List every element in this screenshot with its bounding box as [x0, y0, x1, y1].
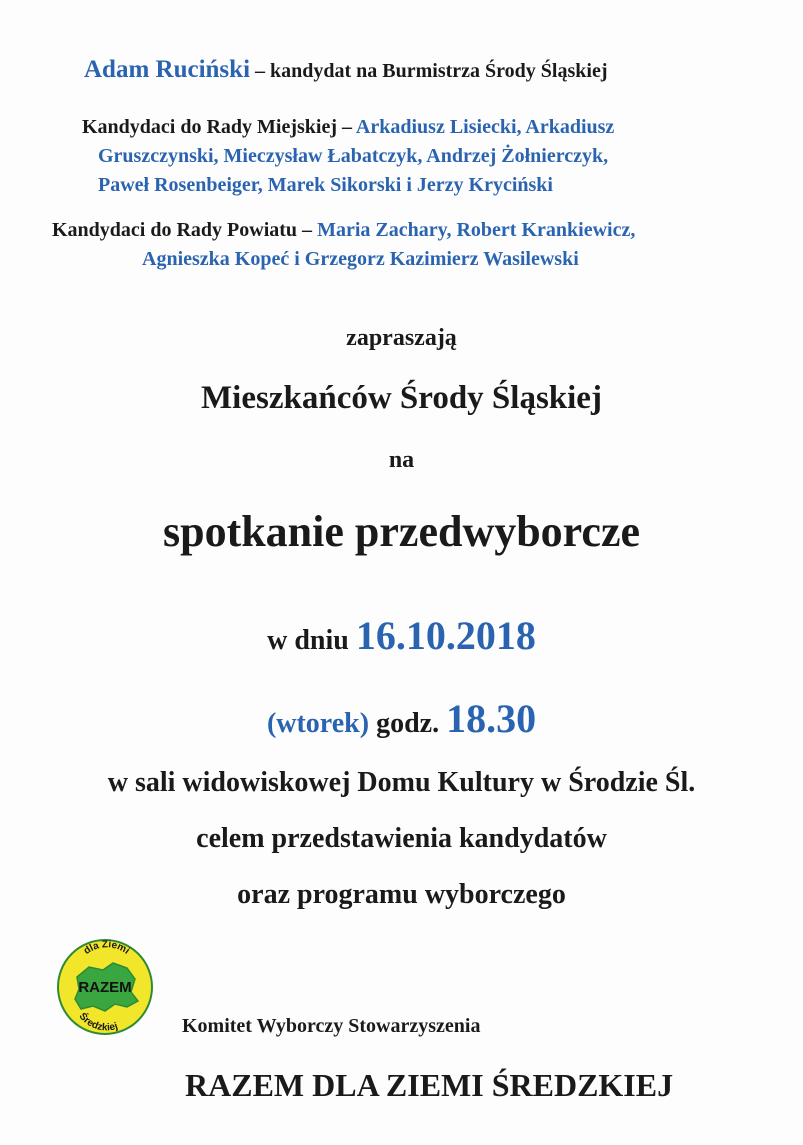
city-council-candidates — [82, 113, 614, 200]
mayor-candidate-role: – kandydat na Burmistrza Środy Śląskiej — [250, 60, 608, 82]
weekday: (wtorek) — [266, 708, 370, 739]
invite-text: zapraszają — [346, 325, 457, 351]
county-council-candidates — [52, 216, 635, 274]
mayor-candidate-line — [84, 56, 608, 84]
event-title: spotkanie przedwyborcze — [162, 507, 641, 556]
city-council-line-1 — [82, 113, 614, 142]
city-council-label: Kandydaci do Rady Miejskiej – — [82, 116, 356, 138]
on-text: na — [388, 447, 415, 473]
event-time: 18.30 — [446, 696, 537, 741]
county-council-names-2: Agnieszka Kopeć i Grzegorz Kazimierz Wasilewski — [142, 248, 579, 270]
city-council-names-1: Arkadiusz Lisiecki, Arkadiusz — [355, 116, 615, 138]
time-label: godz. — [369, 708, 447, 739]
logo-center-text: RAZEM — [78, 979, 132, 996]
mayor-candidate-name: Adam Ruciński — [84, 56, 251, 83]
county-council-names-1: Maria Zachary, Robert Krankiewicz, — [317, 219, 636, 241]
purpose-line-2: oraz programu wyborczego — [237, 879, 566, 910]
time-line — [0, 695, 803, 742]
razem-logo — [55, 937, 155, 1037]
committee-label: Komitet Wyborczy Stowarzyszenia — [182, 1015, 481, 1037]
county-council-label: Kandydaci do Rady Powiatu – — [52, 219, 318, 241]
county-council-line-1 — [52, 216, 635, 245]
city-council-names-3: Paweł Rosenbeiger, Marek Sikorski i Jerzy Kryciński — [98, 174, 553, 196]
city-council-names-2: Gruszczynski, Mieczysław Łabatczyk, Andrzej Żołnierczyk, — [98, 145, 609, 167]
location-text: w sali widowiskowej Domu Kultury w Środzie Śl. — [107, 767, 696, 798]
audience-text: Mieszkańców Środy Śląskiej — [201, 380, 602, 416]
logo-top-text: dla Ziemi — [81, 939, 132, 957]
date-line — [0, 612, 803, 659]
razem-logo-graphic — [55, 937, 155, 1037]
purpose-line-1: celem przedstawienia kandydatów — [196, 823, 607, 854]
organization-name: RAZEM DLA ZIEMI ŚREDZKIEJ — [185, 1067, 674, 1103]
event-date: 16.10.2018 — [355, 613, 536, 658]
logo-bottom-text: Średzkiej — [76, 1010, 120, 1034]
date-prefix: w dniu — [267, 625, 356, 656]
